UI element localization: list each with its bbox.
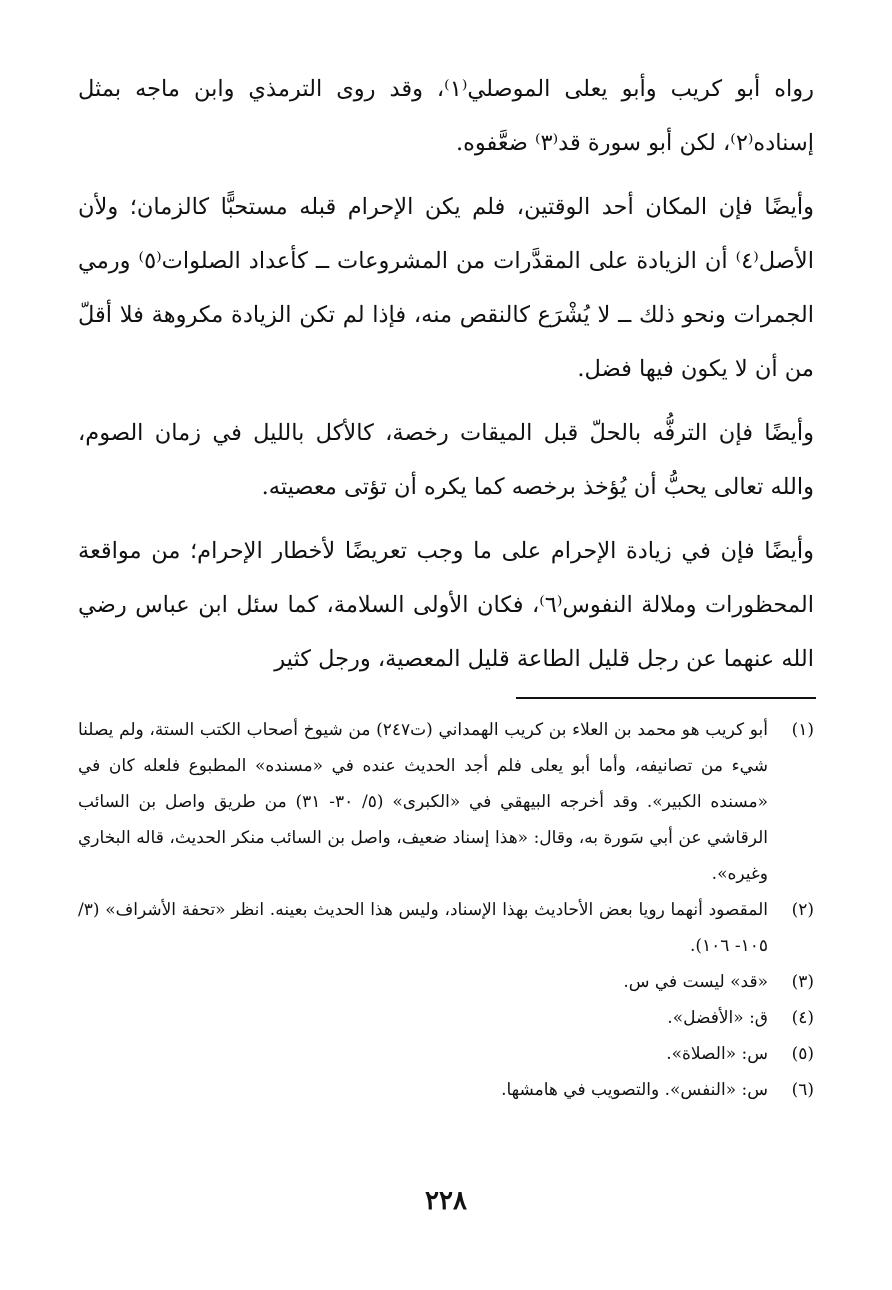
footnote-3 [78,964,814,1000]
paragraph-1: رواه أبو كريب وأبو يعلى الموصلي⁽١⁾، وقد روى الترمذي وابن ماجه بمثل إسناده⁽٢⁾، لكن أبو سورة قد⁽٣⁾ ضعَّفوه. [78,76,814,156]
footnote-number: (١) [791,720,814,740]
paragraph-2: وأيضًا فإن المكان أحد الوقتين، فلم يكن الإحرام قبله مستحبًّا كالزمان؛ ولأن الأصل⁽٤⁾ أن الزيادة على المقدَّرات من المشروعات ــ كأعداد الصلوات⁽٥⁾ ورمي الجمرات ونحو ذلك ــ لا يُشْرَع كالنقص منه، فإذا لم تكن الزيادة مكروهة فلا أقلّ من أن لا يكون فيها فضل. [78,194,814,382]
footnote-text: «قد» ليست في س. [623,972,768,992]
footnote-text: أبو كريب هو محمد بن العلاء بن كريب الهمداني (ت٢٤٧) من شيوخ أصحاب الكتب الستة، ولم يصلنا شيء من تصانيفه، وأما أبو يعلى فلم أجد الحديث عنده في «مسنده» المطبوع فلعله كان في «مسنده الكبير». وقد أخرجه البيهقي في «الكبرى» (٥/ ٣٠- ٣١) من طريق واصل بن السائب الرقاشي عن أبي سَورة به، وقال: «هذا إسناد ضعيف، واصل بن السائب منكر الحديث، قاله البخاري وغيره». [78,720,769,884]
main-text [78,62,814,696]
footnotes [78,712,814,1108]
footnote-number: (٦) [791,1080,814,1100]
footnote-4 [78,1000,814,1036]
footnote-1 [78,712,814,892]
paragraph-3: وأيضًا فإن الترفُّه بالحلّ قبل الميقات رخصة، كالأكل بالليل في زمان الصوم، والله تعالى يحبُّ أن يُؤخذ برخصه كما يكره أن تؤتى معصيته. [78,420,814,500]
footnote-number: (٣) [791,972,814,992]
footnote-text: س: «النفس». والتصويب في هامشها. [501,1080,768,1100]
footnote-number: (٥) [791,1044,814,1064]
footnote-5 [78,1036,814,1072]
footnote-2 [78,892,814,964]
footnote-divider [516,697,816,699]
footnote-text: ق: «الأفضل». [667,1008,768,1028]
footnote-number: (٤) [791,1008,814,1028]
footnote-6 [78,1072,814,1108]
footnote-text: المقصود أنهما رويا بعض الأحاديث بهذا الإسناد، وليس هذا الحديث بعينه. انظر «تحفة الأشراف» (٣/ ١٠٥- ١٠٦). [78,900,768,956]
page-number: ٢٢٨ [425,1186,467,1216]
footnote-text: س: «الصلاة». [666,1044,768,1064]
paragraph-4: وأيضًا فإن في زيادة الإحرام على ما وجب تعريضًا لأخطار الإحرام؛ من مواقعة المحظورات وملالة النفوس⁽٦⁾، فكان الأولى السلامة، كما سئل ابن عباس رضي الله عنهما عن رجل قليل الطاعة قليل المعصية، ورجل كثير [78,538,814,672]
footnote-number: (٢) [791,900,814,920]
